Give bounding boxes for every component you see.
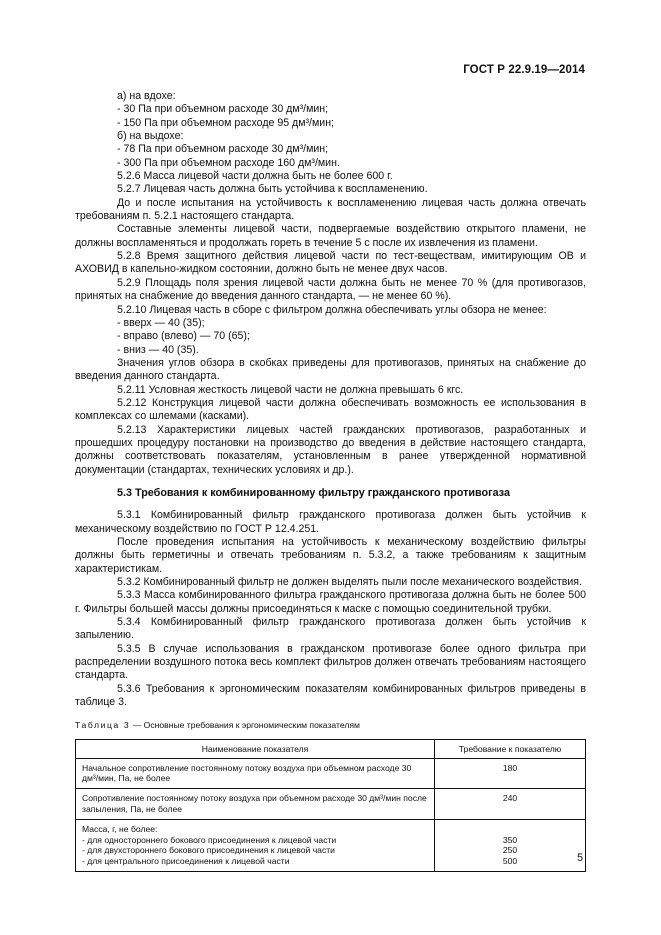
paragraph: 5.3.5 В случае использования в гражданском противогазе более одного фильтра при распределении воздушного потока весь комплект фильтров должен отвечать требованиям настоящего стандарта. <box>75 642 586 682</box>
paragraph: 5.2.11 Условная жесткость лицевой части не должна превышать 6 кгс. <box>117 383 464 396</box>
table-row <box>76 789 586 820</box>
paragraph: - 30 Па при объемном расходе 30 дм³/мин; <box>117 103 329 116</box>
requirement-value: 250 <box>502 845 518 856</box>
paragraph: 5.3.3 Масса комбинированного фильтра гражданского противогаза должна быть не более 500 г. Фильтры большей массы должны присоединяться к маске с помощью соединительной трубки. <box>75 589 586 615</box>
document-body <box>75 90 586 872</box>
paragraph: До и после испытания на устойчивость к воспламенению лицевая часть должна отвечать требованиям п. 5.2.1 настоящего стандарта. <box>75 196 586 223</box>
table-body <box>76 758 586 871</box>
paragraph: Составные элементы лицевой части, подвергаемые воздействию открытого пламени, не должны воспламеняться и продолжать гореть в течение 5 с после их извлечения из пламени. <box>75 223 586 249</box>
indicator-name-cell: Сопротивление постоянному потоку воздуха при объемном расходе 30 дм³/мин после запыления, Па, не более <box>76 789 435 820</box>
paragraph: 5.2.8 Время защитного действия лицевой части по тест-веществам, имитирующим ОВ и АХОВИД в капельно-жидком состоянии, должно быть не менее двух часов. <box>75 250 586 276</box>
paragraph: - 150 Па при объемном расходе 95 дм³/мин; <box>117 116 334 129</box>
paragraph: 5.3.1 Комбинированный фильтр гражданского противогаза должен быть устойчив к механическому воздействию по ГОСТ Р 12.4.251. <box>75 509 586 535</box>
requirement-value: 180 <box>502 762 518 773</box>
paragraph: - 78 Па при объемном расходе 30 дм³/мин; <box>117 143 329 156</box>
paragraph: 5.2.6 Масса лицевой части должна быть не более 600 г. <box>117 170 393 183</box>
table-caption-text: — Основные требования к эргономическим показателям <box>130 720 360 731</box>
requirement-value: 500 <box>502 856 518 867</box>
requirement-cell <box>435 819 586 871</box>
requirements-table <box>75 739 586 872</box>
paragraph: а) на вдохе: <box>117 90 176 102</box>
indicator-name-cell: Масса, г, не более: - для одностороннего бокового присоединения к лицевой части - для двухстороннего бокового присоединения к лицевой части - для центрального присоединения к лицевой части <box>76 819 435 871</box>
paragraph: После проведения испытания на устойчивость к механическому воздействию фильтры должны быть герметичны и отвечать требованиям п. 5.3.2, а также требованиям к защитным характеристикам. <box>75 536 586 575</box>
section-title: 5.3 Требования к комбинированному фильтру гражданского противогаза <box>117 486 510 499</box>
paragraph: б) на выдохе: <box>117 130 184 143</box>
requirement-value: 350 <box>502 834 518 845</box>
table-header-name: Наименование показателя <box>76 739 435 758</box>
paragraph: 5.2.10 Лицевая часть в сборе с фильтром должна обеспечивать углы обзора не менее: <box>117 303 547 316</box>
paragraph: - вправо (влево) — 70 (65); <box>117 330 250 343</box>
paragraph: - 300 Па при объемном расходе 160 дм³/мин. <box>117 156 340 169</box>
indicator-name-cell: Начальное сопротивление постоянному потоку воздуха при объемном расходе 30 дм³/мин, Па, не более <box>76 758 435 789</box>
requirement-value: 240 <box>502 793 518 804</box>
page-number: 5 <box>577 852 583 864</box>
paragraphs-block-2 <box>75 509 586 709</box>
table-header-row <box>76 739 586 758</box>
table-caption-label: Таблица 3 <box>75 720 131 731</box>
paragraph: - вниз — 40 (35). <box>117 343 199 356</box>
paragraph: 5.3.2 Комбинированный фильтр не должен выделять пыли после механического воздействия. <box>117 576 582 589</box>
paragraph: 5.2.7 Лицевая часть должна быть устойчива к воспламенению. <box>117 183 428 196</box>
table-row <box>76 819 586 871</box>
paragraph: 5.3.6 Требования к эргономическим показателям комбинированных фильтров приведены в таблице 3. <box>75 682 586 709</box>
table-caption <box>75 719 586 732</box>
standard-header: ГОСТ Р 22.9.19—2014 <box>463 64 585 76</box>
paragraph: 5.2.9 Площадь поля зрения лицевой части должна быть не менее 70 % (для противогазов, принятых на снабжение до введения данного стандарта, — не менее 60 %). <box>75 276 586 303</box>
paragraph: Значения углов обзора в скобках приведены для противогазов, принятых на снабжение до введения данного стандарта. <box>75 356 586 383</box>
paragraph: 5.2.12 Конструкция лицевой части должна обеспечивать возможность ее использования в комплексах со шлемами (касками). <box>75 396 586 423</box>
paragraph: - вверх — 40 (35); <box>117 316 205 329</box>
requirement-cell <box>435 758 586 789</box>
table-row <box>76 758 586 789</box>
table-header-requirement: Требование к показателю <box>435 739 586 758</box>
paragraph: 5.3.4 Комбинированный фильтр гражданского противогаза должен быть устойчив к запылению. <box>75 616 586 642</box>
paragraphs-block-1 <box>75 90 586 477</box>
paragraph: 5.2.13 Характеристики лицевых частей гражданских противогазов, разработанных и прошедших процедуру постановки на производство до введения в действие настоящего стандарта, должны соответствовать показателям, установленным в ранее утвержденной нормативной документации (стандартах, технических условиях и др.). <box>75 423 586 476</box>
requirement-cell <box>435 789 586 820</box>
